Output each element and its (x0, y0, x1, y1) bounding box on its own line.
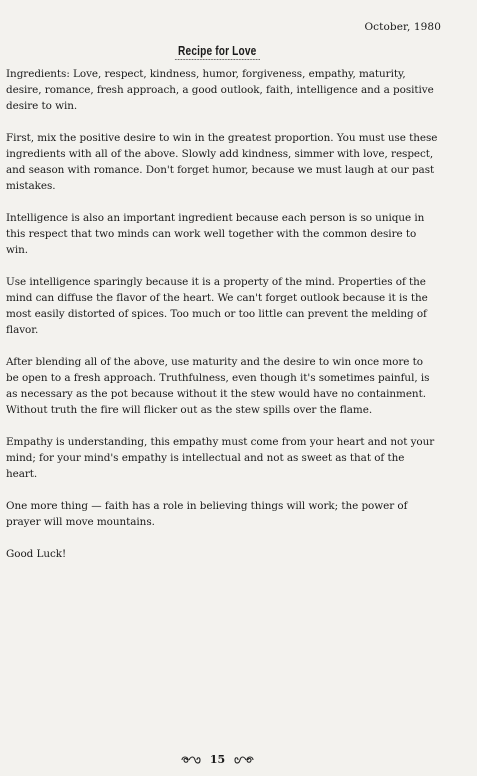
paragraph-blending: After blending all of the above, use maturity and the desire to win once more to be open to a fresh approach. Truthfulness, even though it's sometimes painful, is as necessary as the pot because without it the stew would have no containment. Without truth the fire will flicker out as the stew spills over the flame. (6, 356, 430, 416)
page-number: 15 (209, 753, 226, 766)
paragraph-ingredients: Ingredients: Love, respect, kindness, humor, forgiveness, empathy, maturity, desire, romance, fresh approach, a good outlook, faith, intelligence and a positive desire to win. (6, 68, 434, 112)
document-body (6, 66, 438, 578)
paragraph-intelligence: Intelligence is also an important ingredient because each person is so unique in this respect that two minds can work well together with the common desire to win. (6, 212, 425, 256)
page-footer (0, 753, 435, 766)
paragraph-empathy: Empathy is understanding, this empathy must come from your heart and not your mind; for your mind's empathy is intellectual and not as sweet as that of the heart. (6, 436, 435, 480)
document-title-wrapper (0, 40, 435, 60)
paragraph-mixing: First, mix the positive desire to win in the greatest proportion. You must use these ingredients with all of the above. Slowly add kindness, simmer with love, respect, and season with romance. Don't forget humor, because we must laugh at our past mistakes. (6, 132, 438, 192)
paragraph-sparingly: Use intelligence sparingly because it is a property of the mind. Properties of the mind can diffuse the flavor of the heart. We can't forget outlook because it is the most easily distorted of spices. Too much or too little can prevent the melding of flavor. (6, 276, 428, 336)
document-title: Recipe for Love (175, 43, 260, 60)
document-date: October, 1980 (364, 21, 441, 33)
swirl-ornament-icon (233, 755, 255, 765)
paragraph-faith: One more thing — faith has a role in believing things will work; the power of prayer will move mountains. (6, 500, 408, 528)
paragraph-closing: Good Luck! (6, 548, 67, 560)
swirl-ornament-icon (180, 755, 202, 765)
